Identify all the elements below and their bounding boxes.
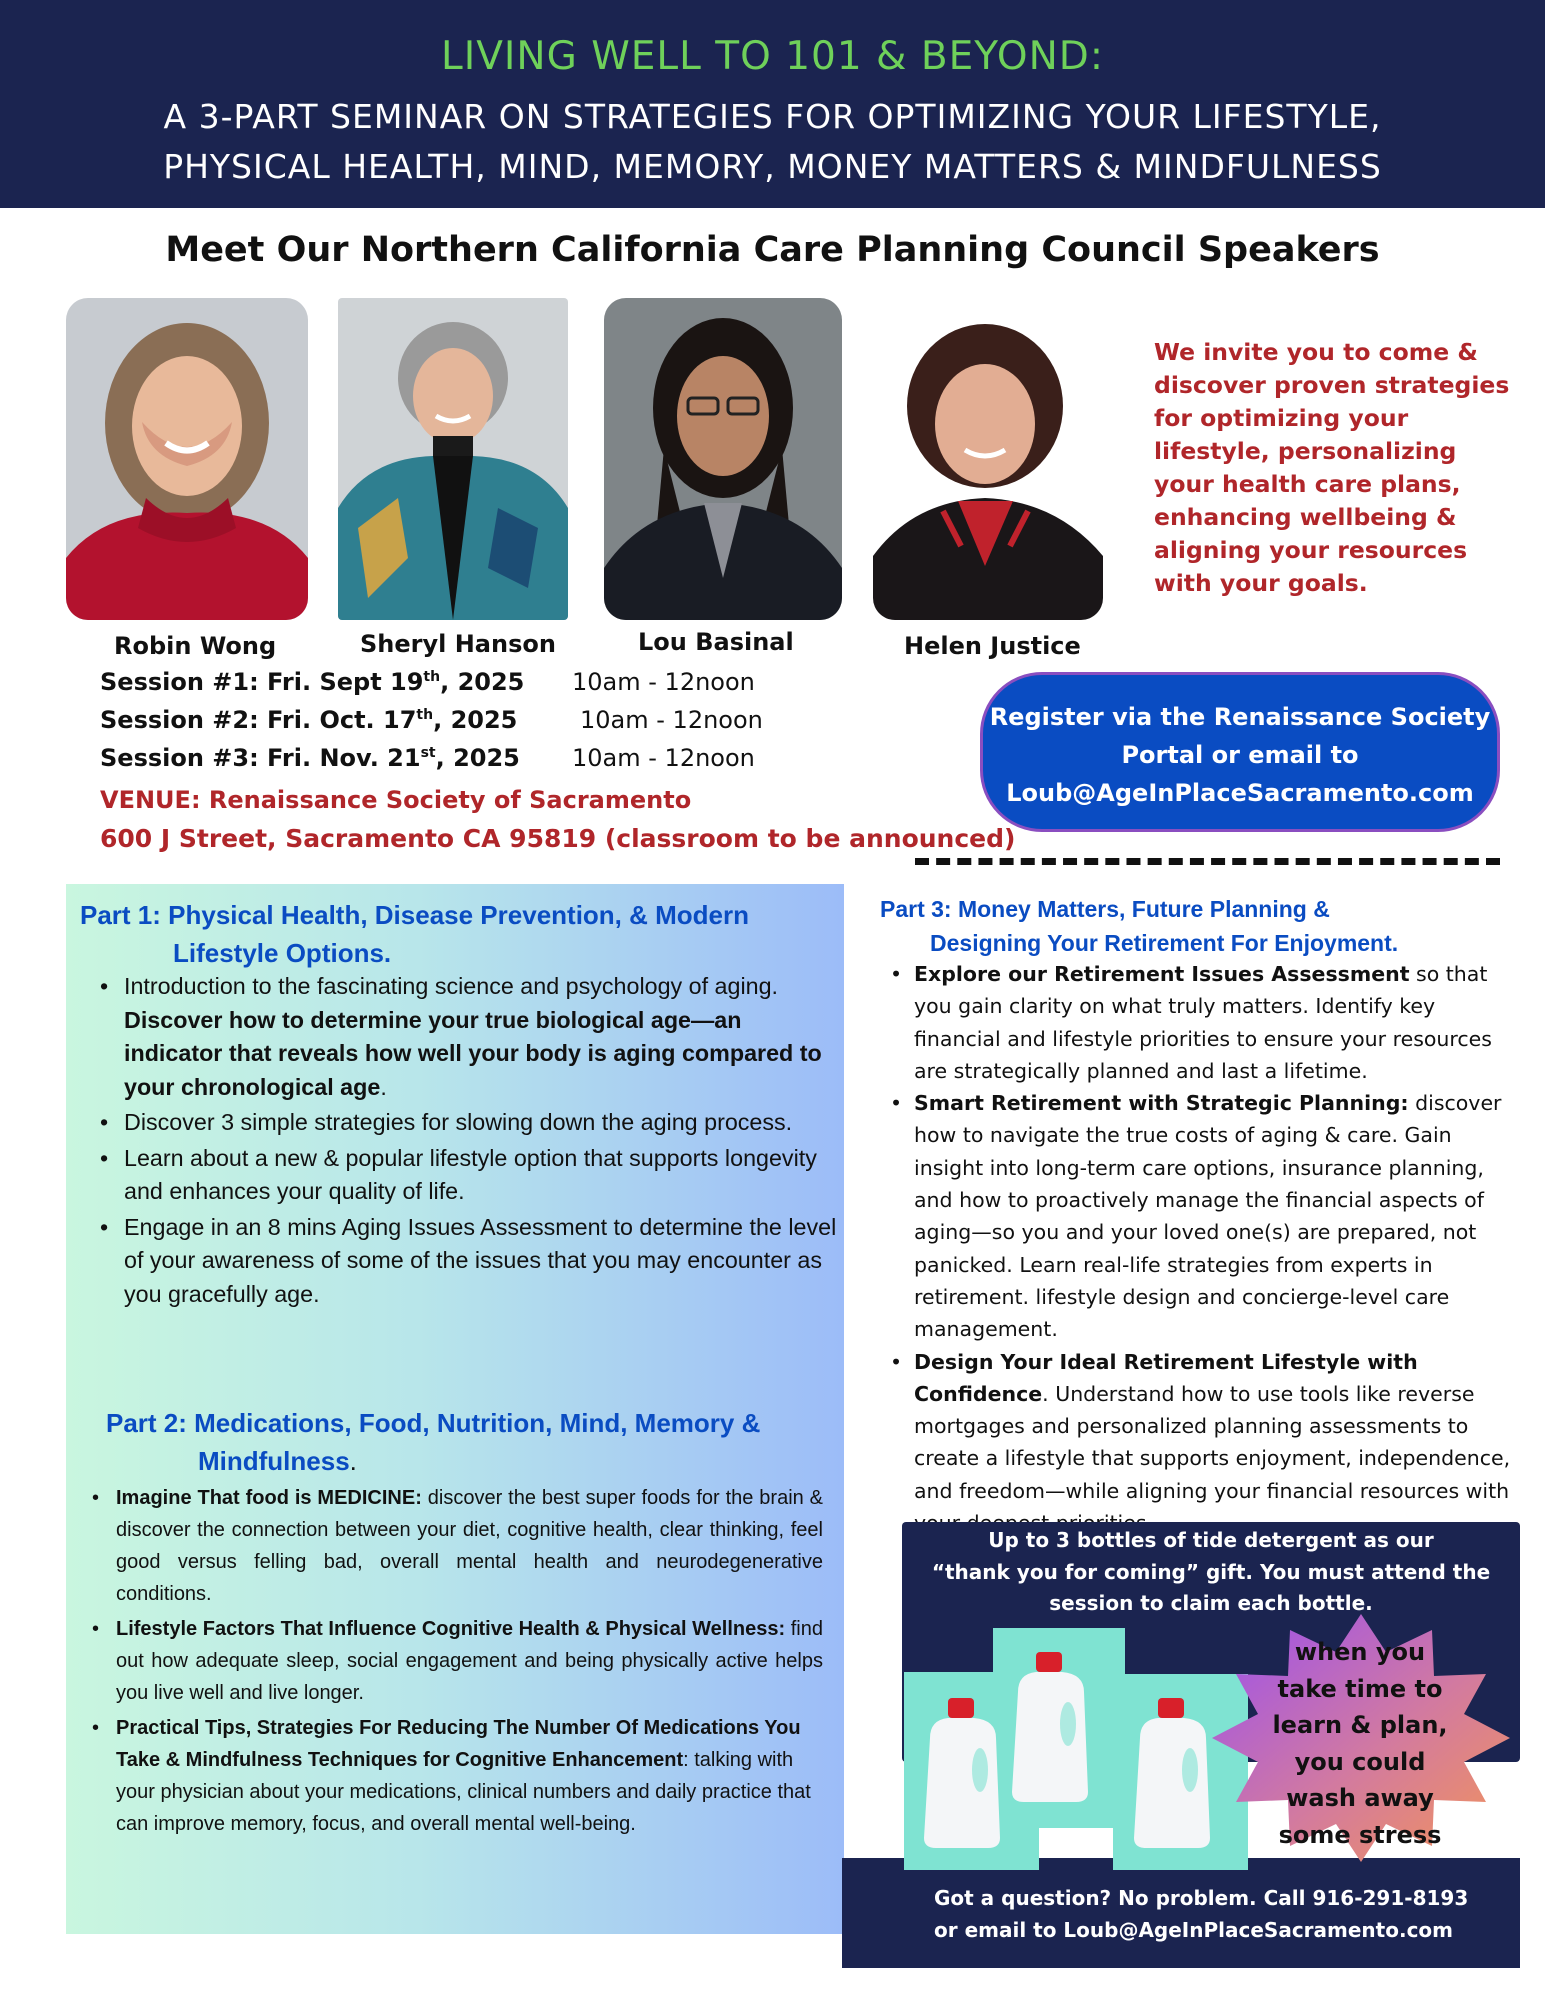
session-date: Session #1: Fri. Sept 19th, 2025 [100, 668, 525, 696]
list-item: • Discover 3 simple strategies for slowing down the aging process. [94, 1106, 838, 1140]
part-1-title [80, 896, 749, 972]
gift-line-3: session to claim each bottle. [1049, 1591, 1373, 1615]
speaker-photo-helen-justice [873, 286, 1103, 620]
subtitle-line-2: PHYSICAL HEALTH, MIND, MEMORY, MONEY MATTERS & MINDFULNESS [163, 147, 1382, 186]
part-3-title-line-2: Designing Your Retirement For Enjoyment. [930, 930, 1399, 956]
contact-email-line[interactable]: or email to Loub@AgeInPlaceSacramento.com [934, 1918, 1454, 1942]
part-2-list [86, 1482, 823, 1843]
list-item: • Lifestyle Factors That Influence Cognitive Health & Physical Wellness: find out how adequate sleep, social engagement and being physically active helps you live well and live longer. [86, 1613, 823, 1709]
gift-line-2: “thank you for coming” gift. You must attend the [931, 1559, 1491, 1584]
list-item: • Explore our Retirement Issues Assessment so that you gain clarity on what truly matters. Identify key financial and lifestyle priorities to ensure your resources are strategically planned and last a lifetime. [884, 958, 1514, 1087]
detergent-bottle-icon [1128, 1698, 1218, 1848]
venue-name: VENUE: Renaissance Society of Sacramento [100, 786, 692, 814]
list-item: • Introduction to the fascinating science and psychology of aging. Discover how to determine your true biological age—an indicator that reveals how well your body is aging compared to your chronological age. [94, 970, 838, 1104]
speaker-photo-sheryl-hanson [338, 298, 568, 620]
list-item: • Learn about a new & popular lifestyle option that supports longevity and enhances your quality of life. [94, 1142, 838, 1209]
session-date: Session #2: Fri. Oct. 17th, 2025 [100, 706, 518, 734]
starburst-line: you could [1294, 1747, 1426, 1776]
starburst-line: learn & plan, [1272, 1711, 1448, 1739]
starburst-line: wash away [1286, 1784, 1434, 1812]
part-3-list [884, 958, 1514, 1539]
part-3-title [880, 892, 1398, 960]
gift-text [902, 1525, 1520, 1620]
session-time: 10am - 12noon [580, 706, 763, 734]
session-date: Session #3: Fri. Nov. 21st, 2025 [100, 744, 520, 772]
detergent-bottle-icon [1006, 1652, 1096, 1802]
speaker-name-helen-justice: Helen Justice [904, 632, 1081, 660]
register-line-1: Register via the Renaissance Society [989, 703, 1491, 731]
speakers-heading: Meet Our Northern California Care Planning Council Speakers [165, 230, 1380, 270]
starburst-line: when you [1294, 1638, 1426, 1666]
starburst-text [1270, 1634, 1450, 1853]
list-item: • Design Your Ideal Retirement Lifestyle with Confidence. Understand how to use tools like reverse mortgages and personalized planning assessments to create a lifestyle that supports enjoyment, independence, and freedom—while aligning your financial resources with [884, 1346, 1514, 1540]
subtitle-line-1: A 3-PART SEMINAR ON STRATEGIES FOR OPTIMIZING YOUR LIFESTYLE, [163, 97, 1382, 136]
contact-phone-line[interactable]: Got a question? No problem. Call 916-291-8193 [934, 1886, 1469, 1910]
register-line-2: Portal or email to [1121, 741, 1359, 769]
contact-footer [934, 1882, 1468, 1946]
part-1-title-line-2: Lifestyle Options. [173, 938, 392, 968]
part-1-2-panel [66, 884, 844, 1934]
register-badge[interactable] [980, 672, 1500, 832]
list-item: • Engage in an 8 mins Aging Issues Assessment to determine the level of your awareness of some of the issues that you may encounter as you gracefully age. [94, 1211, 838, 1312]
speaker-photo-robin-wong [66, 298, 308, 620]
list-item: • Practical Tips, Strategies For Reducing The Number Of Medications You Take & Mindfulness Techniques for Cognitive Enhancement: talking with your physician about your medications, clinical numbers and daily practice that can improve memory, focus, and overall mental well-being. [86, 1712, 823, 1840]
session-time: 10am - 12noon [572, 744, 755, 772]
seminar-subtitle [0, 92, 1545, 192]
list-item: • Imagine That food is MEDICINE: discover the best super foods for the brain & discover the connection between your diet, cognitive health, clear thinking, feel good versus felling bad, overall mental health and neurodegenerative conditions. [86, 1482, 823, 1610]
list-item: • Smart Retirement with Strategic Planning: discover how to navigate the true costs of aging & care. Gain insight into long-term care options, insurance planning, and how to proactively manage the financial aspects of aging—so you and your loved one(s) are prepared, not panicked. Learn real-life strategies from experts in retirement. lifestyle design and concierge-level care management. [884, 1087, 1514, 1345]
part-2-title [106, 1404, 760, 1480]
dashed-divider [915, 858, 1500, 865]
seminar-title: LIVING WELL TO 101 & BEYOND: [441, 34, 1104, 79]
speaker-photo-lou-basinal [604, 298, 842, 620]
gift-line-1: Up to 3 bottles of tide detergent as our [988, 1528, 1434, 1552]
detergent-bottle-icon [918, 1698, 1008, 1848]
part-1-title-line-1: Part 1: Physical Health, Disease Prevention, & Modern [80, 900, 750, 930]
part-2-title-line-1: Part 2: Medications, Food, Nutrition, Mind, Memory & [106, 1408, 761, 1438]
session-time: 10am - 12noon [572, 668, 755, 696]
starburst-line: some stress [1278, 1820, 1442, 1849]
register-email[interactable]: Loub@AgeInPlaceSacramento.com [1006, 779, 1474, 807]
speaker-name-sheryl-hanson: Sheryl Hanson [360, 630, 556, 658]
part-2-title-line-2: Mindfulness. [198, 1446, 357, 1476]
venue-address: 600 J Street, Sacramento CA 95819 (classroom to be announced) [100, 824, 1016, 853]
speaker-name-lou-basinal: Lou Basinal [638, 628, 794, 656]
header-banner [0, 0, 1545, 208]
part-1-list [94, 970, 838, 1313]
speaker-name-robin-wong: Robin Wong [114, 632, 277, 660]
starburst-line: take time to [1277, 1674, 1443, 1703]
part-3-title-line-1: Part 3: Money Matters, Future Planning & [880, 896, 1330, 922]
invitation-text: We invite you to come & discover proven strategies for optimizing your lifestyle, personalizing your health care plans, enhancing wellbeing & aligning your resources with your goals. [1154, 338, 1510, 597]
